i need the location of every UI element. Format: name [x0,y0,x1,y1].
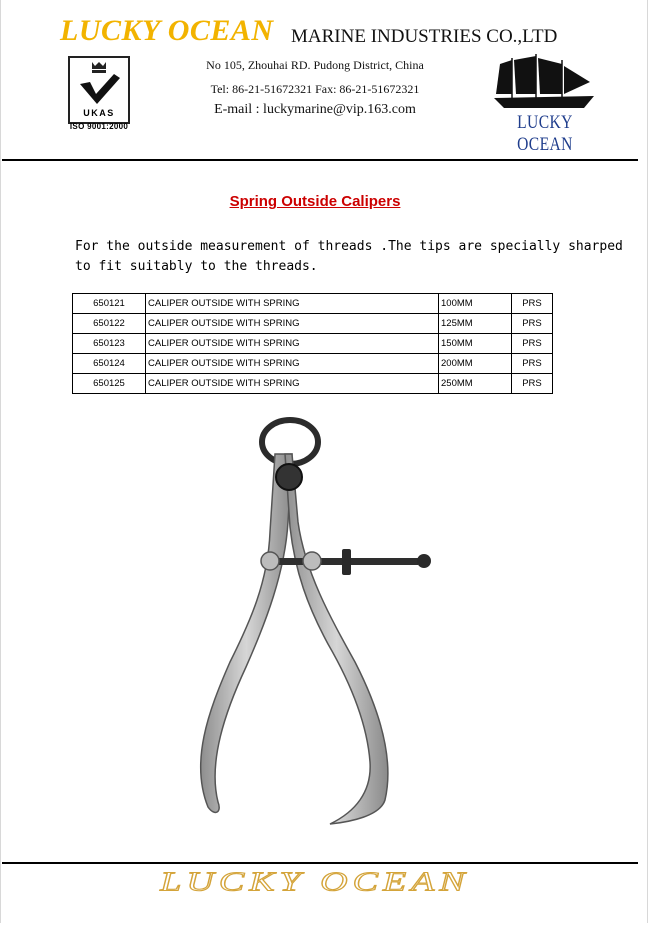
item-unit: PRS [512,374,553,394]
product-description: For the outside measurement of threads .The tips are specially sharped to fit suitably to the threads. [75,239,623,274]
caliper-image [180,412,450,832]
item-size: 150MM [439,334,512,354]
item-code: 650122 [73,314,146,334]
brand-name: LUCKY OCEAN [60,14,274,47]
company-phone-fax: Tel: 86-21-51672321 Fax: 86-21-51672321 [210,82,420,96]
spring-outside-caliper-icon [180,412,450,832]
table-row [73,334,553,354]
item-description: CALIPER OUTSIDE WITH SPRING [146,294,439,314]
table-row [73,294,553,314]
iso-caption: ISO 9001:2000 [69,122,129,131]
company-name: MARINE INDUSTRIES CO.,LTD [291,26,558,47]
item-code: 650121 [73,294,146,314]
item-description: CALIPER OUTSIDE WITH SPRING [146,374,439,394]
item-size: 250MM [439,374,512,394]
item-size: 125MM [439,314,512,334]
company-email: E-mail : luckymarine@vip.163.com [214,102,416,117]
table-row [73,354,553,374]
item-description: CALIPER OUTSIDE WITH SPRING [146,354,439,374]
item-unit: PRS [512,294,553,314]
item-unit: PRS [512,334,553,354]
item-size: 200MM [439,354,512,374]
item-size: 100MM [439,294,512,314]
product-title: Spring Outside Calipers [229,193,401,210]
product-table [72,293,553,394]
table-row [73,374,553,394]
ukas-mark: UKAS [83,108,115,118]
item-code: 650125 [73,374,146,394]
header-divider [2,159,638,161]
table-row [73,314,553,334]
item-code: 650124 [73,354,146,374]
sailing-ship-icon [490,50,600,114]
ukas-frame [68,56,130,124]
item-unit: PRS [512,354,553,374]
item-description: CALIPER OUTSIDE WITH SPRING [146,314,439,334]
item-code: 650123 [73,334,146,354]
company-address: No 105, Zhouhai RD. Pudong District, China [206,58,424,72]
item-unit: PRS [512,314,553,334]
footer-brand: LUCKY OCEAN [160,866,470,898]
footer-divider [2,862,638,864]
ship-logo-label: LUCKY OCEAN [517,112,573,155]
ship-logo [490,50,600,155]
ukas-logo [62,52,136,136]
item-description: CALIPER OUTSIDE WITH SPRING [146,334,439,354]
